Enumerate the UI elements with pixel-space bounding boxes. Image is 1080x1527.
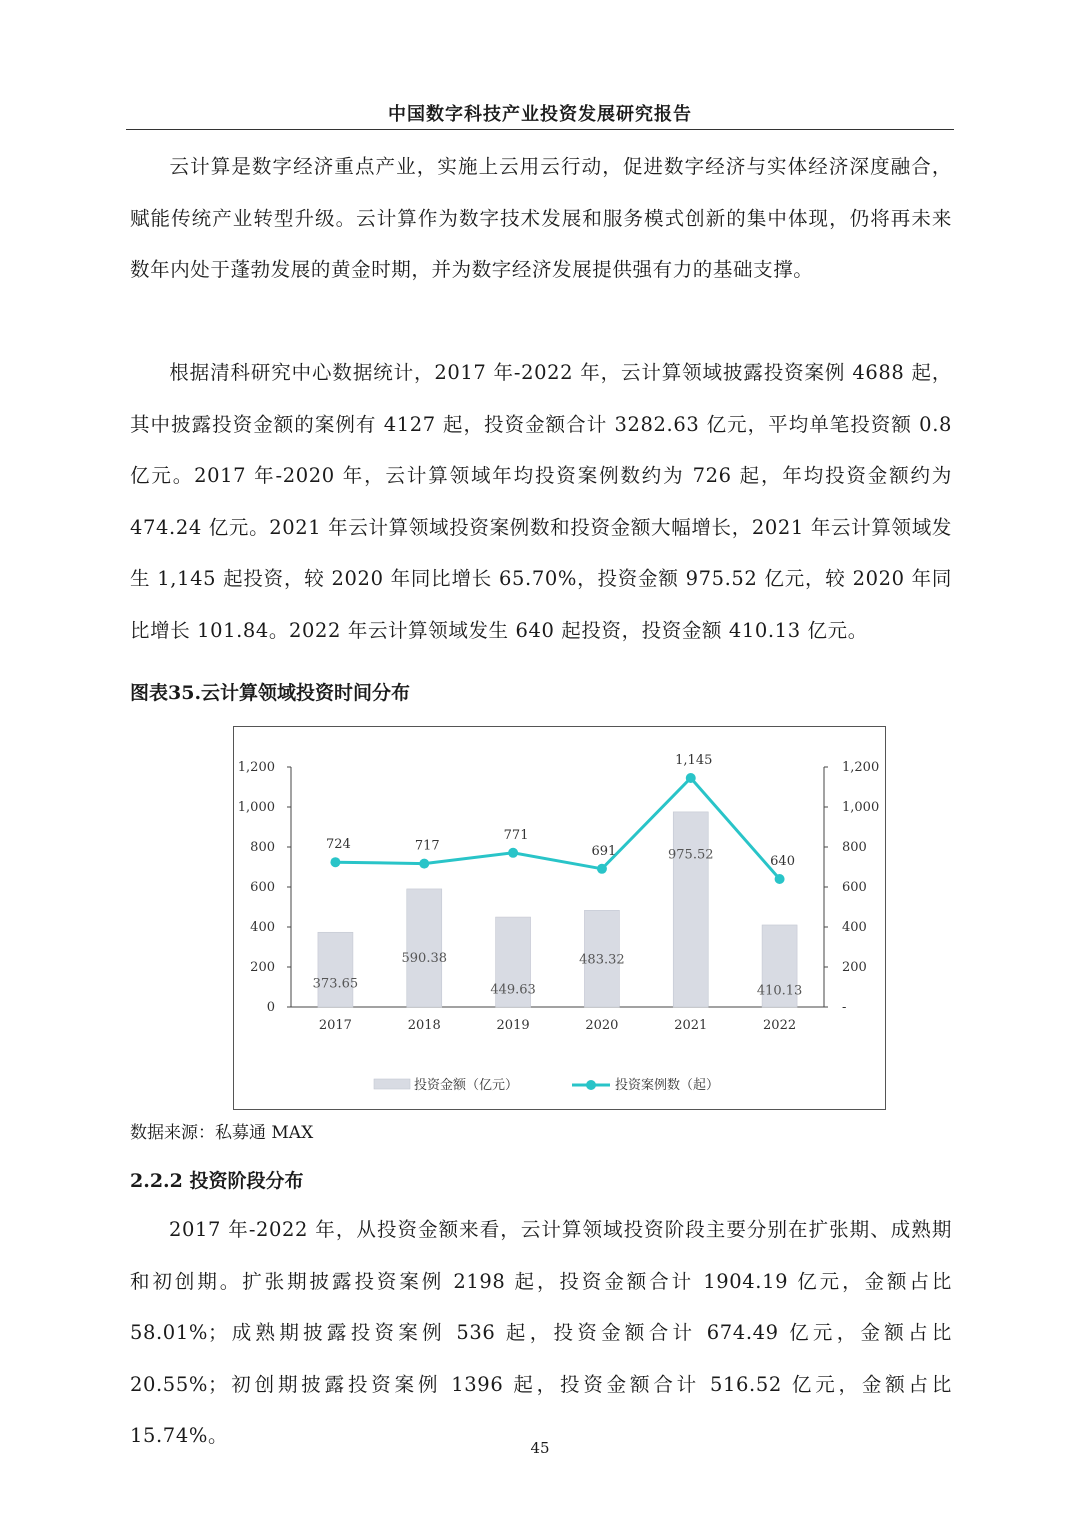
line-value-label: 1,145 (675, 753, 713, 768)
bar-2018 (407, 889, 442, 1007)
paragraph-investment-stats-text: 根据清科研究中心数据统计，2017 年-2022 年，云计算领域披露投资案例 4688 起，其中披露投资金额的案例有 4127 起，投资金额合计 3282.63 亿元，平均单笔投资额 0.8 亿元。2017 年-2020 年，云计算领域年均投资案例数约为 726 起，年均投资金额约为 474.24 亿元。2021 年云计算领域投资案例数和投资金额大幅增长，2021 年云计算领域发生 1,145 起投资，较 2020 年同比增长 65.70%，投资金额 975.52 亿元，较 2020 年同比增长 101.84。2022 年云计算领域发生 640 起投资，投资金额 410.13 亿元。 (130, 361, 952, 642)
bar-value-label: 449.63 (490, 982, 536, 998)
x-axis-tick-label: 2019 (496, 1018, 530, 1033)
bar-2017 (318, 932, 353, 1007)
line-point-2019 (508, 848, 518, 858)
figure-source: 数据来源：私募通 MAX (130, 1123, 314, 1143)
section-heading: 2.2.2 投资阶段分布 (130, 1170, 304, 1192)
right-axis-tick-label: 600 (842, 880, 867, 895)
x-axis-tick-label: 2021 (674, 1018, 708, 1033)
bar-value-label: 975.52 (668, 847, 714, 863)
chart-frame (233, 726, 886, 1110)
figure-title: 图表35.云计算领域投资时间分布 (130, 682, 411, 704)
right-axis-tick-label: 1,000 (842, 800, 880, 815)
right-axis-tick-label: 200 (842, 960, 867, 975)
left-axis-tick-label: 800 (250, 840, 275, 855)
bar-value-label: 410.13 (756, 983, 803, 999)
bar-value-label: 483.32 (579, 952, 625, 968)
line-value-label: 717 (414, 838, 440, 854)
left-axis-tick-label: 1,000 (237, 800, 275, 815)
header-rule (126, 129, 954, 130)
line-point-2018 (419, 859, 429, 869)
paragraph-cloud-intro-text: 云计算是数字经济重点产业，实施上云用云行动，促进数字经济与实体经济深度融合，赋能传统产业转型升级。云计算作为数字技术发展和服务模式创新的集中体现，仍将再未来数年内处于蓬勃发展的黄金时期，并为数字经济发展提供强有力的基础支撑。 (130, 155, 952, 282)
bar-value-label: 373.65 (312, 976, 359, 992)
x-axis-tick-label: 2017 (318, 1018, 352, 1033)
line-value-label: 640 (770, 854, 795, 869)
x-axis-tick-label: 2018 (407, 1018, 441, 1033)
paragraph-investment-stage-text: 2017 年-2022 年，从投资金额来看，云计算领域投资阶段主要分别在扩张期、成熟期和初创期。扩张期披露投资案例 2198 起，投资金额合计 1904.19 亿元，金额占比 58.01%；成熟期披露投资案例 536 起，投资金额合计 674.49 亿元，金额占比 20.55%；初创期披露投资案例 1396 起，投资金额合计 516.52 亿元，金额占比 15.74%。 (130, 1218, 952, 1448)
line-series-cases (335, 778, 779, 879)
bar-value-label: 590.38 (401, 951, 447, 967)
left-axis-tick-label: 0 (266, 1000, 275, 1015)
x-axis-tick-label: 2020 (585, 1018, 619, 1033)
line-value-label: 724 (326, 837, 351, 853)
right-axis-tick-label: - (842, 1000, 847, 1015)
paragraph-investment-stats (130, 347, 952, 657)
paragraph-investment-stage (130, 1204, 952, 1462)
right-axis-tick-label: 800 (842, 840, 867, 855)
legend-bar-label: 投资金额（亿元） (414, 1078, 519, 1093)
legend-bar-swatch (374, 1079, 410, 1089)
line-value-label: 771 (503, 827, 529, 843)
legend-line-marker (586, 1080, 596, 1090)
x-axis-tick-label: 2022 (763, 1018, 797, 1033)
left-axis-tick-label: 600 (250, 880, 275, 895)
report-header-title: 中国数字科技产业投资发展研究报告 (388, 104, 692, 125)
line-point-2017 (330, 857, 340, 867)
line-point-2022 (775, 874, 785, 884)
line-value-label: 691 (591, 843, 617, 859)
left-axis-tick-label: 1,200 (237, 760, 275, 775)
left-axis-tick-label: 200 (250, 960, 275, 975)
right-axis-tick-label: 400 (842, 920, 867, 935)
bar-2021 (673, 812, 708, 1007)
page-number: 45 (530, 1439, 550, 1457)
investment-chart (234, 727, 885, 1109)
line-point-2020 (597, 864, 607, 874)
legend-line-label: 投资案例数（起） (615, 1078, 720, 1093)
right-axis-tick-label: 1,200 (842, 760, 880, 775)
left-axis-tick-label: 400 (250, 920, 275, 935)
paragraph-cloud-intro (130, 141, 952, 296)
line-point-2021 (686, 773, 696, 783)
